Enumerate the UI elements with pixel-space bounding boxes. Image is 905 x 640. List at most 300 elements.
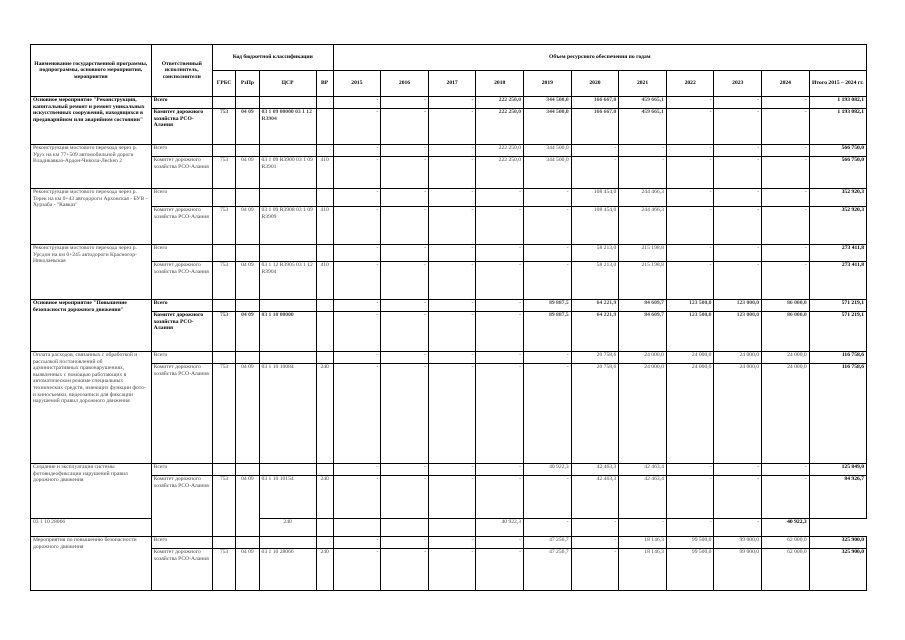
rzpr-cell: [236, 97, 259, 109]
executor-cell: Комитет дорожного хозяйства РСО-Алания: [151, 157, 212, 189]
rzpr-cell: [236, 464, 259, 476]
rzpr-cell: 04 09: [236, 549, 259, 591]
year-value: -: [714, 157, 762, 189]
activity-name: Основное мероприятие "Повышение безопасности дорожного движения": [31, 300, 152, 352]
activity-name: Мероприятия по повышению безопасности дорожного движения: [31, 537, 152, 591]
vr-cell: [316, 109, 333, 145]
grbs-cell: 753: [213, 476, 236, 537]
year-value: -: [381, 189, 429, 207]
year-value: -: [333, 300, 381, 312]
header-year: 2023: [714, 71, 762, 97]
grbs-cell: [213, 245, 236, 262]
header-year: 2018: [476, 71, 524, 97]
year-value: 20 758,6: [571, 364, 619, 464]
table-row: [31, 476, 867, 519]
table-row: [31, 364, 867, 464]
year-value: -: [571, 145, 619, 157]
year-value: -: [524, 245, 572, 262]
year-value: -: [428, 549, 476, 591]
csr-cell: 03 1 10 10084: [259, 364, 316, 464]
year-value: -: [428, 189, 476, 207]
rzpr-cell: [236, 537, 259, 549]
year-value: -: [666, 189, 714, 207]
csr-cell: [259, 245, 316, 262]
header-year: 2021: [619, 71, 667, 97]
year-value: 47 256,7: [524, 549, 572, 591]
year-value: 99 500,0: [666, 537, 714, 549]
year-value: 99 000,0: [714, 537, 762, 549]
year-value: -: [333, 245, 381, 262]
year-value: 24 000,0: [666, 364, 714, 464]
year-value: -: [381, 262, 429, 300]
year-value: -: [762, 262, 810, 300]
year-value: -: [333, 537, 381, 549]
year-value: 344 500,0: [524, 157, 572, 189]
year-value: -: [666, 207, 714, 245]
year-value: -: [333, 262, 381, 300]
year-value: -: [714, 97, 762, 109]
year-value: -: [476, 312, 524, 352]
year-value: -: [381, 97, 429, 109]
year-value: 40 922,3: [476, 519, 524, 537]
csr-cell: 03 1 10 00000: [259, 312, 316, 352]
vr-cell: [316, 352, 333, 364]
grbs-cell: [213, 145, 236, 157]
csr-cell: 03 1 10 28066: [259, 549, 316, 591]
year-value: -: [381, 464, 429, 476]
rzpr-cell: [236, 189, 259, 207]
table-row: [31, 145, 867, 157]
csr-cell: [259, 352, 316, 364]
vr-cell: [316, 300, 333, 312]
executor-cell: Всего: [151, 189, 212, 207]
year-value: -: [381, 157, 429, 189]
year-value: [428, 519, 476, 537]
year-value: -: [333, 364, 381, 464]
vr-cell: 240: [259, 519, 316, 537]
year-value: -: [476, 189, 524, 207]
table-row: [31, 97, 867, 109]
year-value: -: [333, 145, 381, 157]
year-value: -: [714, 476, 762, 519]
year-value: 84 609,7: [619, 312, 667, 352]
executor-cell: Комитет дорожного хозяйства РСО-Алания: [151, 207, 212, 245]
total-value: 325 900,0: [809, 537, 866, 549]
executor-cell: Всего: [151, 464, 212, 476]
total-value: 273 411,8: [809, 262, 866, 300]
activity-name: Реконструкция мостового перехода через р. Урух на км 77+509 автомобильной дороги Владикавказ-Ардон-Чикола-Лесken 2: [31, 145, 152, 189]
header-year: 2020: [571, 71, 619, 97]
year-value: -: [666, 145, 714, 157]
year-value: [316, 519, 333, 537]
year-value: 84 609,7: [619, 300, 667, 312]
header-rzpr: РзПр: [236, 71, 259, 97]
year-value: -: [333, 109, 381, 145]
header-year: 2015: [333, 71, 381, 97]
grbs-cell: 753: [213, 262, 236, 300]
rzpr-cell: [236, 352, 259, 364]
budget-table: [30, 44, 867, 591]
year-value: 99 000,0: [714, 549, 762, 591]
year-value: -: [714, 145, 762, 157]
year-value: -: [524, 352, 572, 364]
year-value: [381, 519, 429, 537]
year-value: -: [476, 207, 524, 245]
total-value: 566 750,0: [809, 157, 866, 189]
table-row: [31, 109, 867, 145]
year-value: 42 463,3: [571, 476, 619, 519]
grbs-cell: 753: [213, 157, 236, 189]
executor-cell: Комитет дорожного хозяйства РСО-Алания: [151, 262, 212, 300]
year-value: -: [524, 189, 572, 207]
year-value: -: [428, 145, 476, 157]
year-value: -: [428, 312, 476, 352]
year-value: 64 221,9: [571, 300, 619, 312]
year-value: -: [666, 519, 714, 537]
year-value: -: [476, 537, 524, 549]
year-value: -: [381, 537, 429, 549]
vr-cell: 410: [316, 207, 333, 245]
year-value: -: [571, 157, 619, 189]
year-value: 166 667,0: [571, 97, 619, 109]
year-value: 62 000,0: [762, 537, 810, 549]
year-value: 166 667,0: [571, 109, 619, 145]
year-value: -: [571, 549, 619, 591]
year-value: 108 454,0: [571, 189, 619, 207]
year-value: -: [524, 207, 572, 245]
year-value: -: [333, 549, 381, 591]
year-value: 244 466,3: [619, 189, 667, 207]
vr-cell: 410: [316, 262, 333, 300]
year-value: -: [666, 245, 714, 262]
year-value: 47 256,7: [524, 537, 572, 549]
year-value: -: [571, 537, 619, 549]
table-row: [31, 312, 867, 352]
year-value: 108 454,0: [571, 207, 619, 245]
year-value: 24 000,0: [666, 352, 714, 364]
year-value: 24 000,0: [762, 364, 810, 464]
year-value: -: [762, 464, 810, 476]
header-vr: ВР: [316, 71, 333, 97]
year-value: 20 758,6: [571, 352, 619, 364]
year-value: 24 000,0: [619, 364, 667, 464]
year-value: -: [476, 364, 524, 464]
year-value: 24 000,0: [619, 352, 667, 364]
year-value: -: [381, 364, 429, 464]
year-value: -: [428, 300, 476, 312]
grbs-cell: 753: [213, 207, 236, 245]
table-row: [31, 537, 867, 549]
header-executor: Ответственный исполнитель, соисполнители: [151, 45, 212, 97]
vr-cell: [316, 245, 333, 262]
year-value: 89 887,5: [524, 312, 572, 352]
year-value: 86 000,0: [762, 312, 810, 352]
year-value: -: [666, 97, 714, 109]
executor-cell: Всего: [151, 245, 212, 262]
vr-cell: [316, 97, 333, 109]
year-value: 123 500,0: [666, 312, 714, 352]
year-value: -: [762, 109, 810, 145]
year-value: -: [333, 189, 381, 207]
rzpr-cell: [236, 145, 259, 157]
year-value: 24 000,0: [714, 364, 762, 464]
vr-cell: [316, 312, 333, 352]
activity-name: Реконструкция мостового перехода через р. Урсдон на км 0+245 автодороги Красногор-Николаевская: [31, 245, 152, 300]
csr-cell: 03 1 10 10154: [259, 476, 316, 519]
table-row: [31, 300, 867, 312]
grbs-cell: [213, 537, 236, 549]
activity-name: Основное мероприятие "Реконструкция, капитальный ремонт и ремонт уникальных искусственных сооружений, находящихся в предаварийном или аварийном состоянии": [31, 97, 152, 145]
grbs-cell: [213, 464, 236, 476]
vr-cell: 410: [316, 157, 333, 189]
grbs-cell: [213, 300, 236, 312]
year-value: -: [428, 207, 476, 245]
csr-cell: 03 1 10 28066: [31, 519, 152, 537]
year-value: 222 250,0: [476, 109, 524, 145]
year-value: -: [666, 464, 714, 476]
csr-cell: [259, 537, 316, 549]
total-value: 116 758,6: [809, 364, 866, 464]
year-value: 89 887,5: [524, 300, 572, 312]
year-value: -: [619, 145, 667, 157]
year-value: -: [428, 97, 476, 109]
rzpr-cell: 04 09: [236, 262, 259, 300]
year-value: -: [381, 300, 429, 312]
header-year: 2016: [381, 71, 429, 97]
header-year: 2019: [524, 71, 572, 97]
year-value: -: [428, 109, 476, 145]
csr-cell: [259, 464, 316, 476]
activity-name: Создание и эксплуатация системы фотовидеофиксации нарушений правил дорожного движения: [31, 464, 152, 519]
header-csr: ЦСР: [259, 71, 316, 97]
table-row: [31, 245, 867, 262]
csr-cell: [259, 300, 316, 312]
csr-cell: [259, 97, 316, 109]
year-value: -: [714, 189, 762, 207]
header-volume: Объем ресурсного обеспечения по годам: [333, 45, 866, 71]
executor-cell: Всего: [151, 352, 212, 364]
year-value: -: [619, 519, 667, 537]
year-value: -: [333, 157, 381, 189]
year-value: 344 500,0: [524, 97, 572, 109]
year-value: 99 500,0: [666, 549, 714, 591]
year-value: 215 198,8: [619, 245, 667, 262]
csr-cell: [259, 145, 316, 157]
year-value: -: [333, 312, 381, 352]
activity-name: Реконструкция мостового перехода через р. Терек на км 0+43 автодороги Архонская - БУВ - Хурзаба - "Кавказ": [31, 189, 152, 245]
year-value: 344 500,0: [524, 109, 572, 145]
table-row: [31, 549, 867, 591]
year-value: -: [428, 537, 476, 549]
total-value: 325 900,0: [809, 549, 866, 591]
executor-cell: Всего: [151, 300, 212, 312]
year-value: -: [476, 352, 524, 364]
table-row: [31, 189, 867, 207]
year-value: -: [666, 262, 714, 300]
year-value: 42 463,4: [619, 464, 667, 476]
year-value: 344 500,0: [524, 145, 572, 157]
grbs-cell: [213, 189, 236, 207]
year-value: -: [381, 207, 429, 245]
year-value: -: [381, 245, 429, 262]
year-value: 123 000,0: [714, 312, 762, 352]
year-value: -: [714, 464, 762, 476]
year-value: 222 250,0: [476, 145, 524, 157]
header-year: 2017: [428, 71, 476, 97]
year-value: -: [762, 157, 810, 189]
grbs-cell: 753: [213, 312, 236, 352]
year-value: -: [333, 464, 381, 476]
activity-name: Оплата расходов, связанных с обработкой и рассылкой постановлений об административных правонарушениях, выявленных с помощью работающих в автоматическом режиме специальных технических средств, имеющих функции фото- и киносъемки, видеозаписи для фиксации нарушений правил дорожного движения: [31, 352, 152, 464]
csr-cell: [259, 189, 316, 207]
year-value: -: [714, 519, 762, 537]
table-row: [31, 207, 867, 245]
vr-cell: [316, 537, 333, 549]
year-value: -: [524, 519, 572, 537]
year-value: [333, 519, 381, 537]
total-value: 84 926,7: [809, 476, 866, 519]
total-value: 116 758,6: [809, 352, 866, 364]
year-value: 18 146,3: [619, 549, 667, 591]
rzpr-cell: 04 09: [236, 207, 259, 245]
table-row: [31, 352, 867, 364]
table-row: [31, 262, 867, 300]
grbs-cell: 753: [213, 549, 236, 591]
year-value: -: [476, 262, 524, 300]
year-value: -: [428, 352, 476, 364]
total-value: 566 750,0: [809, 145, 866, 157]
year-value: 64 221,9: [571, 312, 619, 352]
header-grbs: ГРБС: [213, 71, 236, 97]
year-value: -: [476, 245, 524, 262]
year-value: 58 213,0: [571, 245, 619, 262]
header-year: 2022: [666, 71, 714, 97]
year-value: -: [476, 464, 524, 476]
year-value: -: [428, 464, 476, 476]
total-value: 125 849,0: [809, 464, 866, 476]
year-value: 42 463,3: [571, 464, 619, 476]
executor-cell: Комитет дорожного хозяйства РСО-Алания: [151, 109, 212, 145]
total-value: 273 411,8: [809, 245, 866, 262]
executor-cell: Всего: [151, 145, 212, 157]
year-value: 58 213,0: [571, 262, 619, 300]
grbs-cell: 753: [213, 109, 236, 145]
total-value: 1 193 082,1: [809, 97, 866, 109]
csr-cell: 03 1 09 R3908 03 1 09 R3909: [259, 207, 316, 245]
year-value: 42 463,4: [619, 476, 667, 519]
total-value: 40 922,3: [762, 519, 810, 537]
year-value: -: [666, 157, 714, 189]
year-value: -: [381, 109, 429, 145]
year-value: -: [714, 245, 762, 262]
total-value: 352 920,3: [809, 207, 866, 245]
year-value: 86 000,0: [762, 300, 810, 312]
rzpr-cell: 04 09: [236, 109, 259, 145]
year-value: -: [381, 352, 429, 364]
year-value: -: [333, 352, 381, 364]
csr-cell: 03 1 12 R3905 03 1 12 R3904: [259, 262, 316, 300]
grbs-cell: [213, 97, 236, 109]
year-value: -: [381, 476, 429, 519]
header-name: Наименование государственной программы, подпрограммы, основного мероприятия, мероприятия: [31, 45, 152, 97]
year-value: -: [381, 312, 429, 352]
table-row: [31, 157, 867, 189]
year-value: -: [428, 364, 476, 464]
year-value: -: [666, 476, 714, 519]
executor-cell: Всего: [151, 537, 212, 549]
total-value: 1 193 082,1: [809, 109, 866, 145]
year-value: -: [381, 549, 429, 591]
vr-cell: [316, 189, 333, 207]
year-value: -: [524, 364, 572, 464]
year-value: 459 665,1: [619, 109, 667, 145]
year-value: -: [476, 476, 524, 519]
rzpr-cell: 04 09: [236, 476, 259, 537]
year-value: -: [762, 97, 810, 109]
grbs-cell: [213, 352, 236, 364]
year-value: -: [333, 476, 381, 519]
year-value: 123 000,0: [714, 300, 762, 312]
executor-cell: Комитет дорожного хозяйства РСО-Алания: [151, 312, 212, 352]
year-value: -: [428, 157, 476, 189]
year-value: -: [666, 109, 714, 145]
year-value: -: [524, 262, 572, 300]
vr-cell: 240: [316, 549, 333, 591]
rzpr-cell: 04 09: [236, 157, 259, 189]
total-value: 352 920,3: [809, 189, 866, 207]
table-row: [31, 464, 867, 476]
year-value: -: [571, 519, 619, 537]
year-value: -: [333, 207, 381, 245]
year-value: 62 000,0: [762, 549, 810, 591]
year-value: 244 466,3: [619, 207, 667, 245]
year-value: 215 198,8: [619, 262, 667, 300]
rzpr-cell: 04 09: [236, 364, 259, 464]
year-value: -: [714, 207, 762, 245]
year-value: -: [428, 262, 476, 300]
csr-cell: 03 1 09 00000 03 1 12 R3904: [259, 109, 316, 145]
vr-cell: 240: [316, 476, 333, 519]
year-value: -: [524, 476, 572, 519]
year-value: 24 000,0: [762, 352, 810, 364]
executor-cell: Комитет дорожного хозяйства РСО-Алания: [151, 364, 212, 464]
vr-cell: 240: [316, 364, 333, 464]
header-code: Код бюджетной классификации: [213, 45, 334, 71]
year-value: -: [428, 245, 476, 262]
year-value: -: [381, 145, 429, 157]
year-value: -: [333, 97, 381, 109]
executor-cell: Комитет дорожного хозяйства РСО-Алания: [151, 549, 212, 591]
year-value: -: [476, 300, 524, 312]
vr-cell: [316, 145, 333, 157]
vr-cell: [316, 464, 333, 476]
csr-cell: 03 1 09 R3900 03 1 09 R3901: [259, 157, 316, 189]
year-value: -: [476, 549, 524, 591]
year-value: 123 500,0: [666, 300, 714, 312]
year-value: -: [619, 157, 667, 189]
year-value: -: [762, 145, 810, 157]
header-year: 2024: [762, 71, 810, 97]
total-value: 571 219,1: [809, 312, 866, 352]
total-value: 571 219,1: [809, 300, 866, 312]
executor-cell: Комитет дорожного хозяйства РСО-Алания: [151, 476, 212, 537]
year-value: 222 250,0: [476, 97, 524, 109]
header-total: Итого 2015 – 2024 гг.: [809, 71, 866, 97]
year-value: 459 665,1: [619, 97, 667, 109]
year-value: 40 922,3: [524, 464, 572, 476]
year-value: -: [762, 189, 810, 207]
year-value: -: [714, 109, 762, 145]
